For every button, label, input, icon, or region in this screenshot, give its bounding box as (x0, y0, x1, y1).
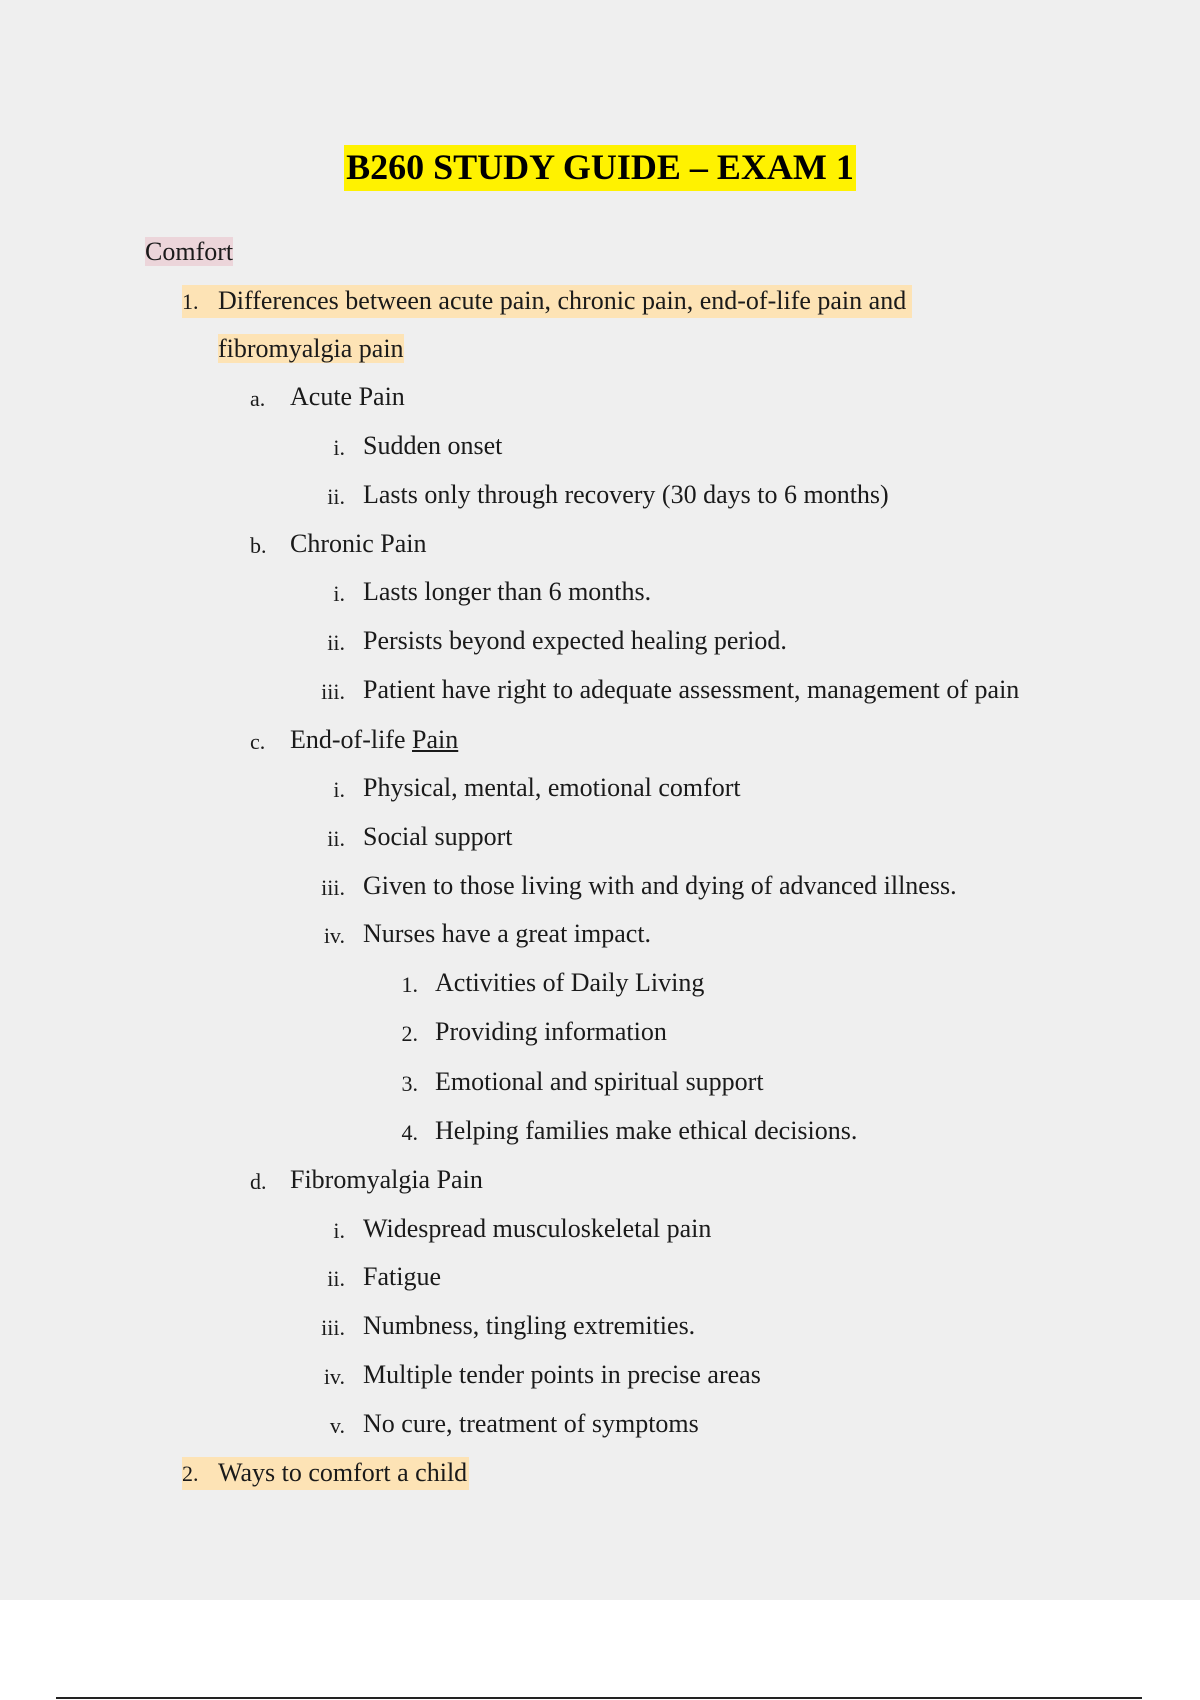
fibro-item-marker: v. (329, 1413, 345, 1438)
fibro-item: Widespread musculoskeletal pain (363, 1214, 712, 1243)
eol-subitem: Emotional and spiritual support (435, 1067, 764, 1096)
question-1-text-line2: fibromyalgia pain (218, 334, 404, 363)
question-2 (182, 1457, 469, 1490)
eol-item: Given to those living with and dying of advanced illness. (363, 871, 957, 900)
eol-subitem-marker: 2. (401, 1021, 418, 1046)
fibro-item: Numbness, tingling extremities. (363, 1311, 696, 1340)
section-heading-text: Comfort (145, 237, 234, 266)
acute-item-marker: i. (333, 435, 345, 460)
next-page-area (0, 1600, 1200, 1700)
question-2-text: Ways to comfort a child (218, 1458, 468, 1487)
title-text: B260 STUDY GUIDE – EXAM 1 (344, 145, 856, 191)
eol-subitem-marker: 3. (401, 1071, 418, 1096)
eol-subitem-marker: 1. (401, 972, 418, 997)
question-2-marker: 2. (182, 1461, 199, 1486)
chronic-pain-marker: b. (250, 533, 267, 558)
acute-item-marker: ii. (327, 484, 345, 509)
eol-subitem: Activities of Daily Living (435, 968, 705, 997)
end-of-life-heading-prefix: End-of-life (290, 725, 413, 754)
fibro-item-marker: iii. (321, 1315, 345, 1340)
footer-rule (56, 1697, 1142, 1699)
fibro-item: Multiple tender points in precise areas (363, 1360, 761, 1389)
eol-subitem: Providing information (435, 1017, 667, 1046)
fibro-item-marker: ii. (327, 1266, 345, 1291)
question-1-text-line1: Differences between acute pain, chronic pain, end-of-life pain and (218, 286, 907, 315)
eol-item-marker: iv. (323, 923, 345, 948)
question-1-marker: 1. (182, 289, 199, 314)
end-of-life-pain-heading (290, 724, 458, 756)
acute-pain-marker: a. (250, 386, 266, 411)
fibro-item-marker: iv. (323, 1364, 345, 1389)
eol-item-marker: ii. (327, 826, 345, 851)
chronic-item: Lasts longer than 6 months. (363, 577, 652, 606)
eol-subitem: Helping families make ethical decisions. (435, 1116, 858, 1145)
eol-item-marker: i. (333, 777, 345, 802)
fibromyalgia-pain-marker: d. (250, 1169, 267, 1194)
chronic-item: Persists beyond expected healing period. (363, 626, 787, 655)
end-of-life-heading-underlined: Pain (412, 725, 459, 754)
fibro-item-marker: i. (333, 1218, 345, 1243)
document-title (0, 146, 1200, 188)
section-heading (145, 236, 233, 268)
fibro-item: No cure, treatment of symptoms (363, 1409, 699, 1438)
chronic-item: Patient have right to adequate assessment, management of pain (363, 675, 1020, 704)
eol-item: Physical, mental, emotional comfort (363, 773, 741, 802)
fibro-item: Fatigue (363, 1262, 441, 1291)
acute-item: Sudden onset (363, 431, 503, 460)
question-1-line1 (182, 285, 912, 318)
fibromyalgia-pain-heading: Fibromyalgia Pain (290, 1165, 483, 1194)
chronic-item-marker: i. (333, 581, 345, 606)
chronic-item-marker: ii. (327, 630, 345, 655)
end-of-life-pain-marker: c. (250, 729, 266, 754)
eol-item: Nurses have a great impact. (363, 919, 652, 948)
question-1-line2 (218, 333, 404, 365)
acute-pain-heading: Acute Pain (290, 382, 405, 411)
eol-item-marker: iii. (321, 875, 345, 900)
eol-item: Social support (363, 822, 513, 851)
chronic-pain-heading: Chronic Pain (290, 529, 427, 558)
eol-subitem-marker: 4. (401, 1120, 418, 1145)
acute-item: Lasts only through recovery (30 days to 6 months) (363, 480, 889, 509)
chronic-item-marker: iii. (321, 679, 345, 704)
